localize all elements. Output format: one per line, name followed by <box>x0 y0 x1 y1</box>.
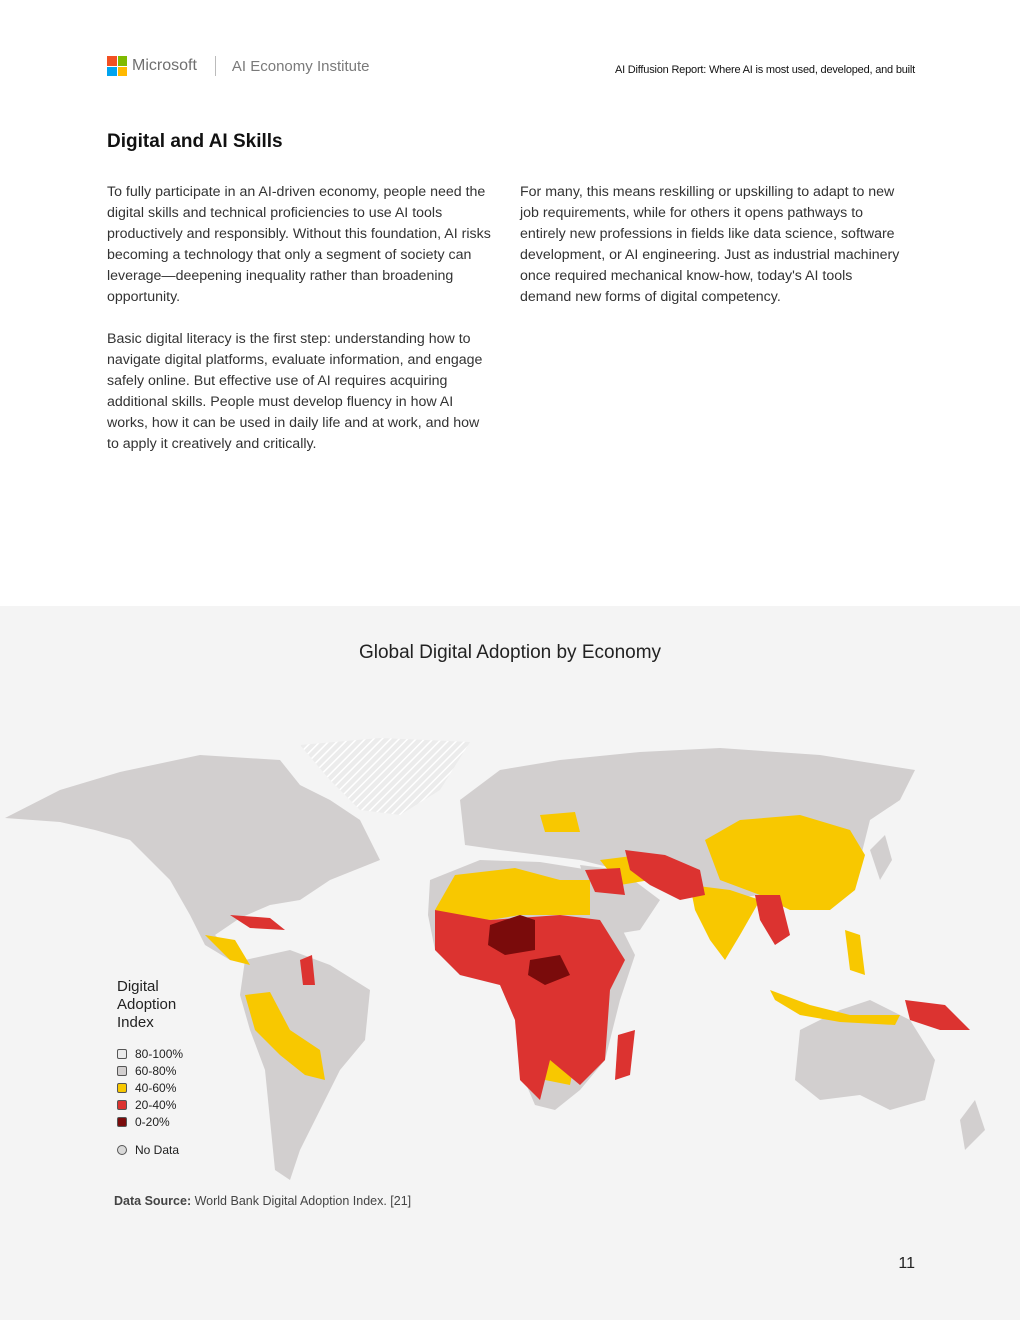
legend-title: Digital Adoption Index <box>117 978 177 1031</box>
report-title: AI Diffusion Report: Where AI is most used, developed, and built <box>614 64 915 76</box>
source-label: Data Source: <box>114 1194 192 1208</box>
legend-swatch <box>117 1083 127 1093</box>
legend-swatch <box>117 1145 127 1155</box>
paragraph: Basic digital literacy is the first step: understanding how to navigate digital platforms, evaluate information, and engage safely online. But effective use of AI requires acquiring additional skills. People must develop fluency in how AI works, how it can be used in daily life and at work, and how to apply it creatively and critically. <box>107 331 483 452</box>
legend-item <box>117 1047 197 1061</box>
legend-swatch <box>117 1117 127 1127</box>
legend-swatch <box>117 1066 127 1076</box>
page-header <box>107 56 915 80</box>
map-legend <box>117 978 197 1157</box>
paragraph: To fully participate in an AI-driven economy, people need the digital skills and technical proficiencies to use AI tools productively and responsibly. Without this foundation, AI risks becoming a technology that only a segment of society can leverage—deepening inequality rather than broadening opportunity. <box>107 184 491 305</box>
section-title: Digital and AI Skills <box>107 131 283 152</box>
source-text: World Bank Digital Adoption Index. [21] <box>194 1194 412 1208</box>
header-divider <box>215 56 216 76</box>
legend-item <box>117 1115 197 1129</box>
legend-item <box>117 1081 197 1095</box>
text-column-right <box>520 182 905 329</box>
legend-item-no-data <box>117 1143 197 1157</box>
madagascar <box>615 1030 635 1080</box>
legend-label: 40-60% <box>135 1081 177 1095</box>
caribbean <box>230 915 285 930</box>
microsoft-logo <box>107 56 369 76</box>
legend-swatch <box>117 1049 127 1059</box>
brand-name: Microsoft <box>132 57 197 74</box>
text-column-left <box>107 182 492 476</box>
legend-label: 60-80% <box>135 1064 177 1078</box>
legend-swatch <box>117 1100 127 1110</box>
philippines <box>845 930 865 975</box>
page-number: 11 <box>898 1255 915 1272</box>
figure-title: Global Digital Adoption by Economy <box>358 642 662 663</box>
legend-label: No Data <box>135 1143 180 1157</box>
institute-name: AI Economy Institute <box>231 57 370 75</box>
paragraph: For many, this means reskilling or upskilling to adapt to new job requirements, while for others it opens pathways to entirely new professions in fields like data science, software development, or AI engineering. Just as industrial machinery once required mechanical know-how, today's AI tools demand new forms of digital competency. <box>520 184 900 305</box>
central-america <box>205 935 250 965</box>
egypt <box>560 880 590 915</box>
ukraine <box>540 812 580 832</box>
legend-label: 20-40% <box>135 1098 177 1112</box>
legend-item <box>117 1098 197 1112</box>
data-source <box>114 1194 411 1208</box>
north-america <box>5 755 380 965</box>
japan <box>870 835 892 880</box>
legend-item <box>117 1064 197 1078</box>
legend-label: 0-20% <box>135 1115 170 1129</box>
new-zealand <box>960 1100 985 1150</box>
microsoft-logo-icon <box>107 56 127 76</box>
papua-new-guinea <box>905 1000 970 1030</box>
legend-label: 80-100% <box>135 1047 184 1061</box>
